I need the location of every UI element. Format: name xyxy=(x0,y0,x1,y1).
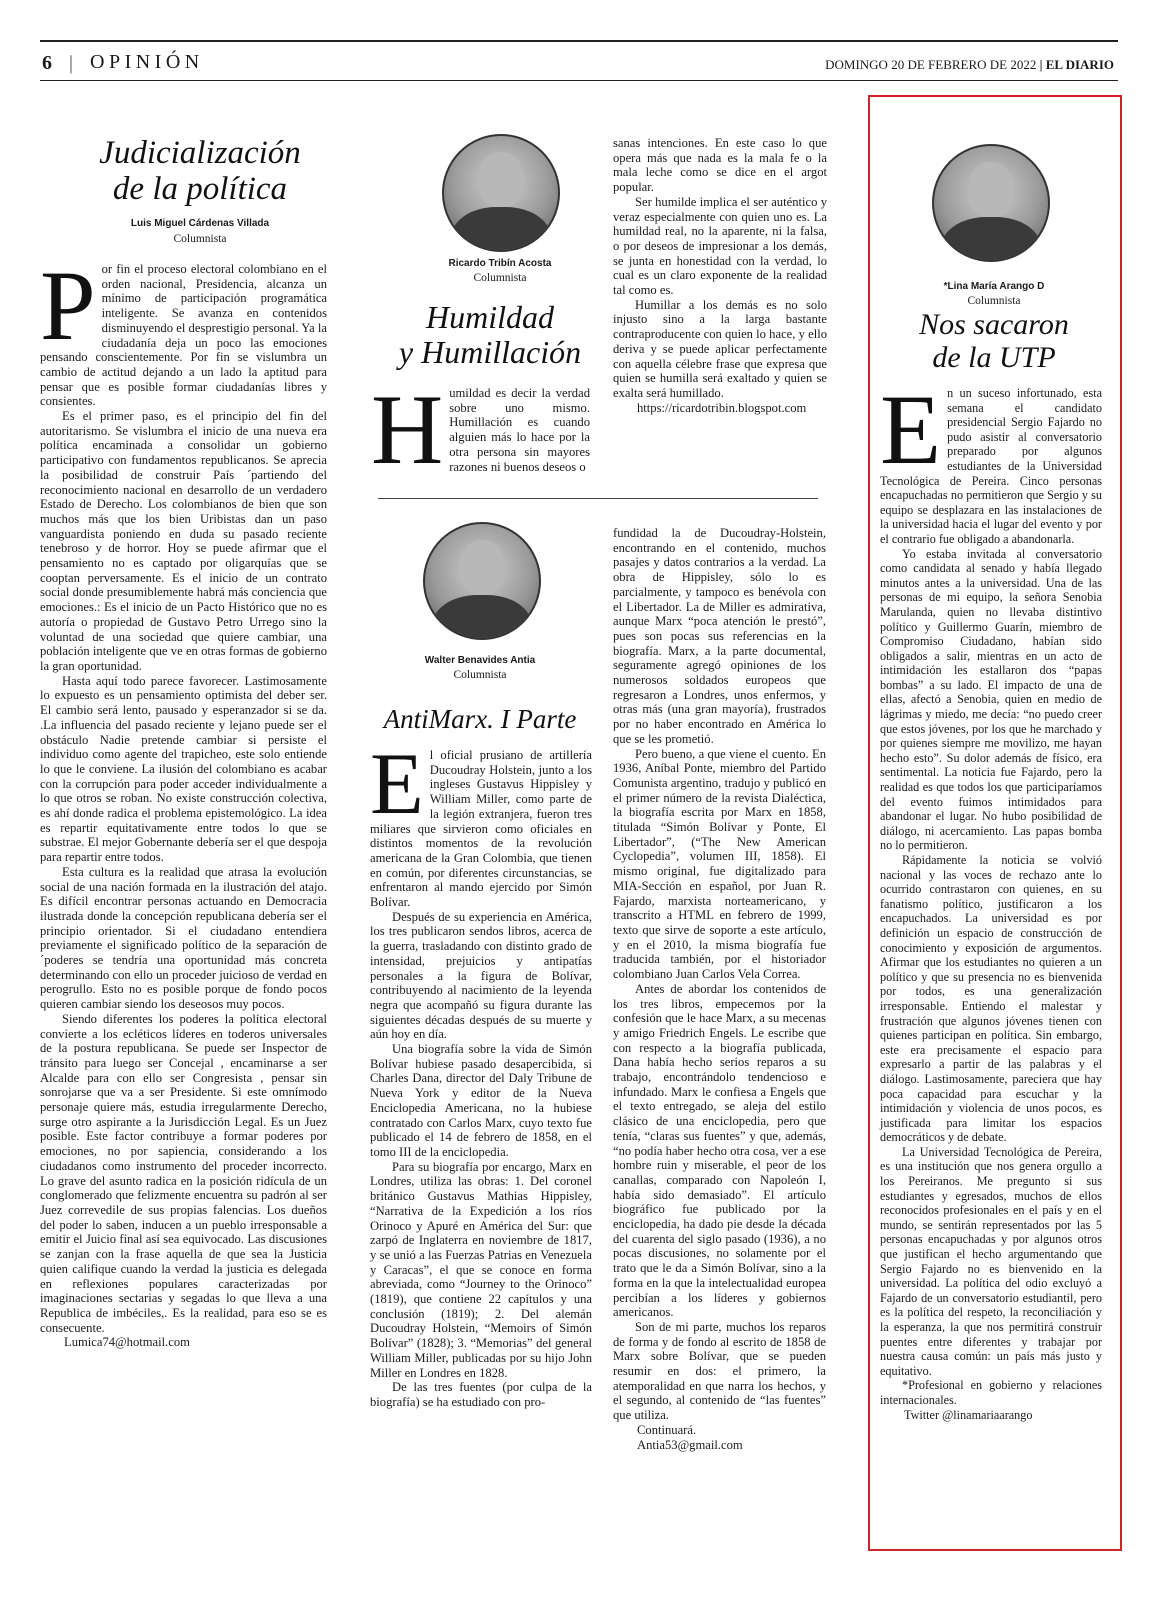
article2-title xyxy=(380,300,600,370)
dateline xyxy=(825,57,1114,73)
article1-title-line1: Judicialización xyxy=(99,135,301,171)
article2-title-line1: Humildad xyxy=(426,299,554,335)
article2-paragraph: Humillar a los demás es no solo injusto sino a la larga bastante contraproducente con quien lo hace, y ello deriva y se puede aplicar perfectamente con aquella célebre frase que expresa que quien se humilla será exaltado y quien se exalta será humillado. xyxy=(613,297,827,400)
face-shape xyxy=(478,152,524,207)
article4-title xyxy=(878,308,1110,374)
article3-paragraph: Después de su experiencia en América, los tres publicaron sendos libros, acerca de la guerra, trasladando con distinto grado de intensidad, prejuicios y antipatías personales a la figura de Bolívar, contribuyendo al nacimiento de la leyenda negra que acompañó su figura durante las siguientes décadas después de su muerte y aún hoy en día. xyxy=(370,909,592,1042)
article1-paragraph: Es el primer paso, es el principio del fin del autoritarismo. Se vislumbra el inicio de una nueva era política encaminada a consolidar un gobierno participativo con fundamentos republicanos. Se aprecia la posibilidad de construir País ´partiendo del reconocimiento nacional en desarrollo de un verdadero Estado de Derecho. Los colombianos de bien que son muchos más que los bien Uribistas dan un paso vanguardista poniendo en duda su pasado reciente tenebroso y de horror. Hoy se puede afirmar que el pensamiento no es captado por oligarquías que se cooptan perversamente. Es el inicio de un contrato social donde presumiblemente habrá más conciencia que emociones.: Es el inicio de un Pacto Histórico que no es autoría o propiedad de Gustavo Petro Urrego sino la voluntad de una sociedad que quiere cambiar, una población inteligente que ve en otras formas de gobierno la gran oportunidad. xyxy=(40,409,327,673)
article4-role: Columnista xyxy=(967,295,1021,307)
article4-drop-cap: E xyxy=(880,374,942,485)
article3-drop-cap: E xyxy=(370,736,424,833)
article4-paragraph: Yo estaba invitada al conversatorio como candidata al senado y había llegado minutos antes a la universidad. Una de las personas de mi equipo, la señora Senobia Marulanda, quien no llevaba distintivo político y Guillermo Guarín, miembro de Compromiso Ciudadano, habían sido obligados a salir, mientras en un acto de intimidación les estallaron dos “papas bombas” a su lado. El impacto de una de ellas, afectó a Senobia, quien en medio de lágrimas y miedo, me decía: “no puedo creer que estos jóvenes, por los que he marchado y por quienes siempre me movilizo, me hayan hecho esto”. Su dolor además de físico, era sentimental. La noticia fue Fajardo, pero la realidad es que todos los que participaríamos del evento fuimos intimidados para abandonar el lugar. No hubo posibilidad de diálogo, ni acercamiento. Las papas bomba no lo permitieron. xyxy=(880,546,1102,853)
article1-body xyxy=(40,250,327,1350)
article1-email[interactable]: Lumica74@hotmail.com xyxy=(64,1335,190,1350)
article2-col1-text: umildad es decir la verdad sobre uno mismo. Humillación es cuando alguien más lo hace por la otra persona sin mayores razones ni buenos deseos o xyxy=(449,386,590,474)
author-photo-ricardo xyxy=(442,134,560,252)
article4-footnote: *Profesional en gobierno y relaciones internacionales. xyxy=(880,1378,1102,1407)
article4-title-line1: Nos sacaron xyxy=(919,308,1069,341)
article4-title-line2: de la UTP xyxy=(932,341,1056,374)
article2-paragraph: Ser humilde implica el ser auténtico y veraz especialmente con quien uno es. La humildad real, no la aparente, ni la falsa, o por deseos de impresionar a los demás, se junta en honestidad con la verdad, lo cual es un claro exponente de la realidad tal como es. xyxy=(613,194,827,298)
author-photo-lina xyxy=(932,144,1050,262)
article4-paragraph: n un suceso infortunado, esta semana el candidato presidencial Sergio Fajardo no pudo asistir al conversatorio preparado por algunos estudiantes de la Universidad Tecnológica de Pereira. Cinco personas encapuchadas no permitieron que Sergio y su equipo se desplazara en las instalaciones de la universidad hacia el lugar del evento y por el contrario fue obligado a abandonarla. xyxy=(880,386,1102,546)
article4-author: *Lina María Arango D xyxy=(943,281,1045,292)
article3-paragraph: Pero bueno, a que viene el cuento. En 1936, Aníbal Ponte, miembro del Partido Comunista argentino, tradujo y publicó en el primer número de la revista Dialéctica, la biografía escrita por Marx en 1858, titulada “Simón Bolívar y Ponte, El Libertador”, (“The New American Cyclopedia”, volumen III, 1858). El mismo original, fue digitalizado para MIA-Sección en español, por Juan R. Fajardo, marxista norteamericano, y transcrito a HTML en febrero de 1999, texto que sirve de soporte a este artículo, y en el 2010, la misma biografía fue traducida también, por el historiador colombiano Juan Carlos Vela Correa. xyxy=(613,746,826,982)
article1-paragraph: Siendo diferentes los poderes la política electoral convierte a los ecléticos líderes en toderos universales de la postura republicana. Se puede ser Inspector de tránsito para luego ser Concejal , encaminarse a ser Alcalde para con ello ser Congresista , pensar sin sonrojarse que va a ser Presidente. Si este omnímodo personaje quiere más, estudia irregularmente Derecho, surge otro aspirante a la Jurisdicción Legal. Es un Juez posible. Este factor contribuye a formar poderes por emociones, no por sapiencia, considerando a los ciudadanos como instrumento del proceder incorrecto. Lo grave del asunto radica en la posición ridícula de un conglomerado que felizmente encuentra su padrón al ser Juez correvedile de sus propias falencias. Los dueños del poder lo saben, inducen a un pueblo irresponsable a emitir el Juicio final así sea equivocado. Las discusiones se zanjan con la frase aquella de que sea la Justicia quien califique cuando la verdad la justicia es delegada en reflexiones populares caracterizadas por imaginaciones sectarias y segadas lo que lleva a una Republica de imbéciles,. Es la realidad, para eso se es consecuente. xyxy=(40,1011,327,1335)
article3-email[interactable]: Antia53@gmail.com xyxy=(637,1437,743,1452)
shoulders-shape xyxy=(432,595,532,640)
article4-paragraph: La Universidad Tecnológica de Pereira, es una institución que nos genera orgullo a los Pereiranos. Me pregunto si sus estudiantes y egresados, muchos de ellos reconocidos profesionales en el país y en el mundo, se sentirán representados por las 5 personas encapuchadas y por algunos otros que justifican el hecho argumentando que Sergio Fajardo no es bienvenido en la universidad. La política del odio excluyó a Fajardo de un conversatorio estudiantil, pero es la política del respeto, la reconciliación y la esperanza, la que nos permitirá construir puentes entre diferentes y trabajar por nuestra causa común: un país más justo y equitativo. xyxy=(880,1144,1102,1378)
article1-role: Columnista xyxy=(173,233,227,245)
newspaper-name: | EL DIARIO xyxy=(1039,57,1114,72)
article1-title xyxy=(40,135,360,208)
face-shape xyxy=(968,162,1014,217)
article3-col1 xyxy=(370,736,592,1410)
article2-author: Ricardo Tribín Acosta xyxy=(448,258,552,269)
page-number: 6 xyxy=(42,52,52,74)
article2-role: Columnista xyxy=(473,272,527,284)
article2-paragraph: sanas intenciones. En este caso lo que opera más que nada es la mala fe o la mala leche como se dice en el argot popular. xyxy=(613,136,827,195)
article3-paragraph: l oficial prusiano de artillería Ducoudray Holstein, junto a los ingleses Gustavus Hippisley y William Miller, como parte de la legión extranjera, fueron tres miliares que sirvieron como oficiales en distintos momentos de la revolución americana de la Gran Colombia, que tienen en común, por diferentes circunstancias, se enfrentaron al mando ejercido por Simón Bolívar. xyxy=(370,748,592,910)
section-title: OPINIÓN xyxy=(90,51,204,73)
article2-link[interactable]: https://ricardotribin.blogspot.com xyxy=(637,400,807,415)
article3-continued: Continuará. xyxy=(637,1422,697,1437)
article4-twitter[interactable]: Twitter @linamariaarango xyxy=(904,1407,1033,1422)
article2-col1 xyxy=(371,374,590,485)
date: DOMINGO 20 DE FEBRERO DE 2022 xyxy=(825,57,1037,72)
article3-paragraph: De las tres fuentes (por culpa de la biografía) se ha estudiado con pro- xyxy=(370,1380,592,1409)
article3-paragraph: Para su biografía por encargo, Marx en Londres, utiliza las obras: 1. Del coronel británico Gustavus Mathias Hippisley, “Narrativa de la Expedición a los ríos Orinoco y Apuré en América del Sur: que zarpó de Inglaterra en noviembre de 1817, y se unió a las Fuerzas Patrias en Venezuela y Caracas”, el que se conoce en forma abreviada, como “Journey to the Orinoco” (1819), que contiene 22 capítulos y una conclusión (1819); 2. Del alemán Ducoudray Holstein, “Memoirs of Simón Bolívar” (1828); 3. “Memorias” del general William Miller, publicadas por su hijo John Miller en Londres en 1828. xyxy=(370,1159,592,1380)
article2-drop-cap: H xyxy=(371,374,444,485)
article3-title: AntiMarx. I Parte xyxy=(383,704,577,734)
article4-body xyxy=(880,374,1102,1422)
top-rule xyxy=(40,40,1118,42)
shoulders-shape xyxy=(451,207,551,252)
article1-title-line2: de la política xyxy=(112,171,288,208)
shoulders-shape xyxy=(941,217,1041,262)
article3-col2 xyxy=(613,526,826,1452)
article3-paragraph: Son de mi parte, muchos los reparos de forma y de fondo al escrito de 1858 de Marx sobre Bolívar, que se pueden resumir en dos: el primero, la atemporalidad en que narra los hechos, y el segundo, al contenido de “las fuentes” que utiliza. xyxy=(613,1319,826,1423)
header-bottom-rule xyxy=(40,80,1118,81)
article3-paragraph: Una biografía sobre la vida de Simón Bolívar hubiese pasado desapercibida, si Charles Dana, director del Daly Tribune de Nueva York y editor de la Nueva Enciclopedia Americana, no la hubiese contratado con Carlos Marx, cuyo texto fue publicado el 14 de febrero de 1858, en el tomo III de la enciclopedia. xyxy=(370,1042,592,1159)
article1-drop-cap: P xyxy=(40,250,96,361)
article1-paragraph: Esta cultura es la realidad que atrasa la evolución social de una nación formada en la ilustración del atajo. Es difícil encontrar personas actuando en Democracia ilustrada donde la concepción republicana debería ser el principio orientador. Si el ciudadano entendiera previamente el significado político de la separación de ´poderes se tendría una oportunidad más concreta determinando con ello un proceder juicioso de verdad en perogrullo. Esto no es posible porque de fondo pocos quieren cambiar siendo los deseosos muy pocos. xyxy=(40,864,327,1012)
article3-author: Walter Benavides Antia xyxy=(424,655,536,666)
article-divider xyxy=(378,498,818,499)
author-photo-walter xyxy=(423,522,541,640)
article3-role: Columnista xyxy=(453,669,507,681)
face-shape xyxy=(459,540,505,595)
article4-paragraph: Rápidamente la noticia se volvió nacional y las voces de rechazo ante lo ocurrido contrastaron con quienes, en su fanatismo político, justificaron a los encapuchados. La universidad es por definición un espacio de construcción de conocimiento y exposición de argumentos. Afirmar que los estudiantes no quieren a un político y que su presencia no es bienvenida por todos, es una generalización irresponsable. Entiendo el malestar y frustración que algunos jóvenes tienen con quienes participan en política. Sin embargo, este era precisamente el espacio para expresarlo a partir de las palabras y el diálogo. Lastimosamente, pareciera que hay poca capacidad para escuchar y la intimidación y violencia de unos pocos, es justificada para limitar los espacios democráticos y de debate. xyxy=(880,853,1102,1145)
article3-paragraph: Antes de abordar los contenidos de los tres libros, empecemos por la confesión que le hace Marx, a su mecenas y amigo Friedrich Engels. Le escribe que con respecto a la biografía publicada, Dana había hecho serios reparos a su trabajo, encontrándolo tendencioso e infundado. Marx le confiesa a Engels que el texto entregado, se aleja del estilo clásico de una enciclopedia, pero que tenía, “claras sus fuentes” y que, además, “no podía haber hecho otra cosa, ver a ese hombre ruin y miserable, el peor de los canallas, comparado con Napoleón I, había sido demasiado”. El artículo biográfico fue publicado por la enciclopedia, ha dado pie desde la década del cuarenta del siglo pasado (1936), a no pocas discusiones, no solamente por el trato que le da a Simón Bolívar, sino a la forma en la que la intelectualidad europea percibían a los líderes y gobiernos americanos. xyxy=(613,981,826,1320)
article3-paragraph: fundidad la de Ducoudray-Holstein, encontrando en el contenido, muchos pasajes y datos contrarios a la verdad. La obra de Hippisley, sólo lo es parcialmente, y tampoco es benévola con el Libertador. La de Miller es admirativa, aunque Marx “poca atención le prestó”, pues son pocas sus referencias en la biografía. Marx, a la parte documental, seguramente agregó opiniones de los numerosos soldados europeos que regresaron a Londres, unos enfermos, y otras más (una gran mayoría), frustrados por no haber encontrado en América lo que se les prometió. xyxy=(613,526,826,746)
header-separator: | xyxy=(69,52,74,74)
article1-paragraph: Hasta aquí todo parece favorecer. Lastimosamente lo expuesto es un pensamiento optimista del deber ser. El cambio será lento, pausado y esperanzador si se da. .La influencia del pasado reciente y lejano puede ser el obstáculo Nadie pretende cambiar si persiste el individuo como agente del trapicheo, este solo entiende lo que le conviene. La ilusión del colombiano es acabar con la corrupción para poder acceder individualmente a lo que otros se roban. No existe construcción colectiva, es ahí donde radica el problema epistemológico. La idea es repartir equitativamente entre todos lo que se substrae. El mejor Gobernante debería ser el que despoja para repartir entre todos. xyxy=(40,673,327,865)
article1-paragraph: or fin el proceso electoral colombiano en el orden nacional, Presidencia, alcanza un mínimo de participación programática inteligente. Se avanza en contenidos disminuyendo el desprestigio personal. Ya la ciudadanía deja un poco las emociones pensando conscientemente. Por fin se vislumbra un cambio de actitud dejando a un lado la aptitud para pensar que es posible formar ciudadanías libres y consientes. xyxy=(40,262,327,409)
article2-col2 xyxy=(613,136,827,415)
article2-title-line2: y Humillación xyxy=(398,334,582,371)
article1-author: Luis Miguel Cárdenas Villada xyxy=(130,218,270,229)
